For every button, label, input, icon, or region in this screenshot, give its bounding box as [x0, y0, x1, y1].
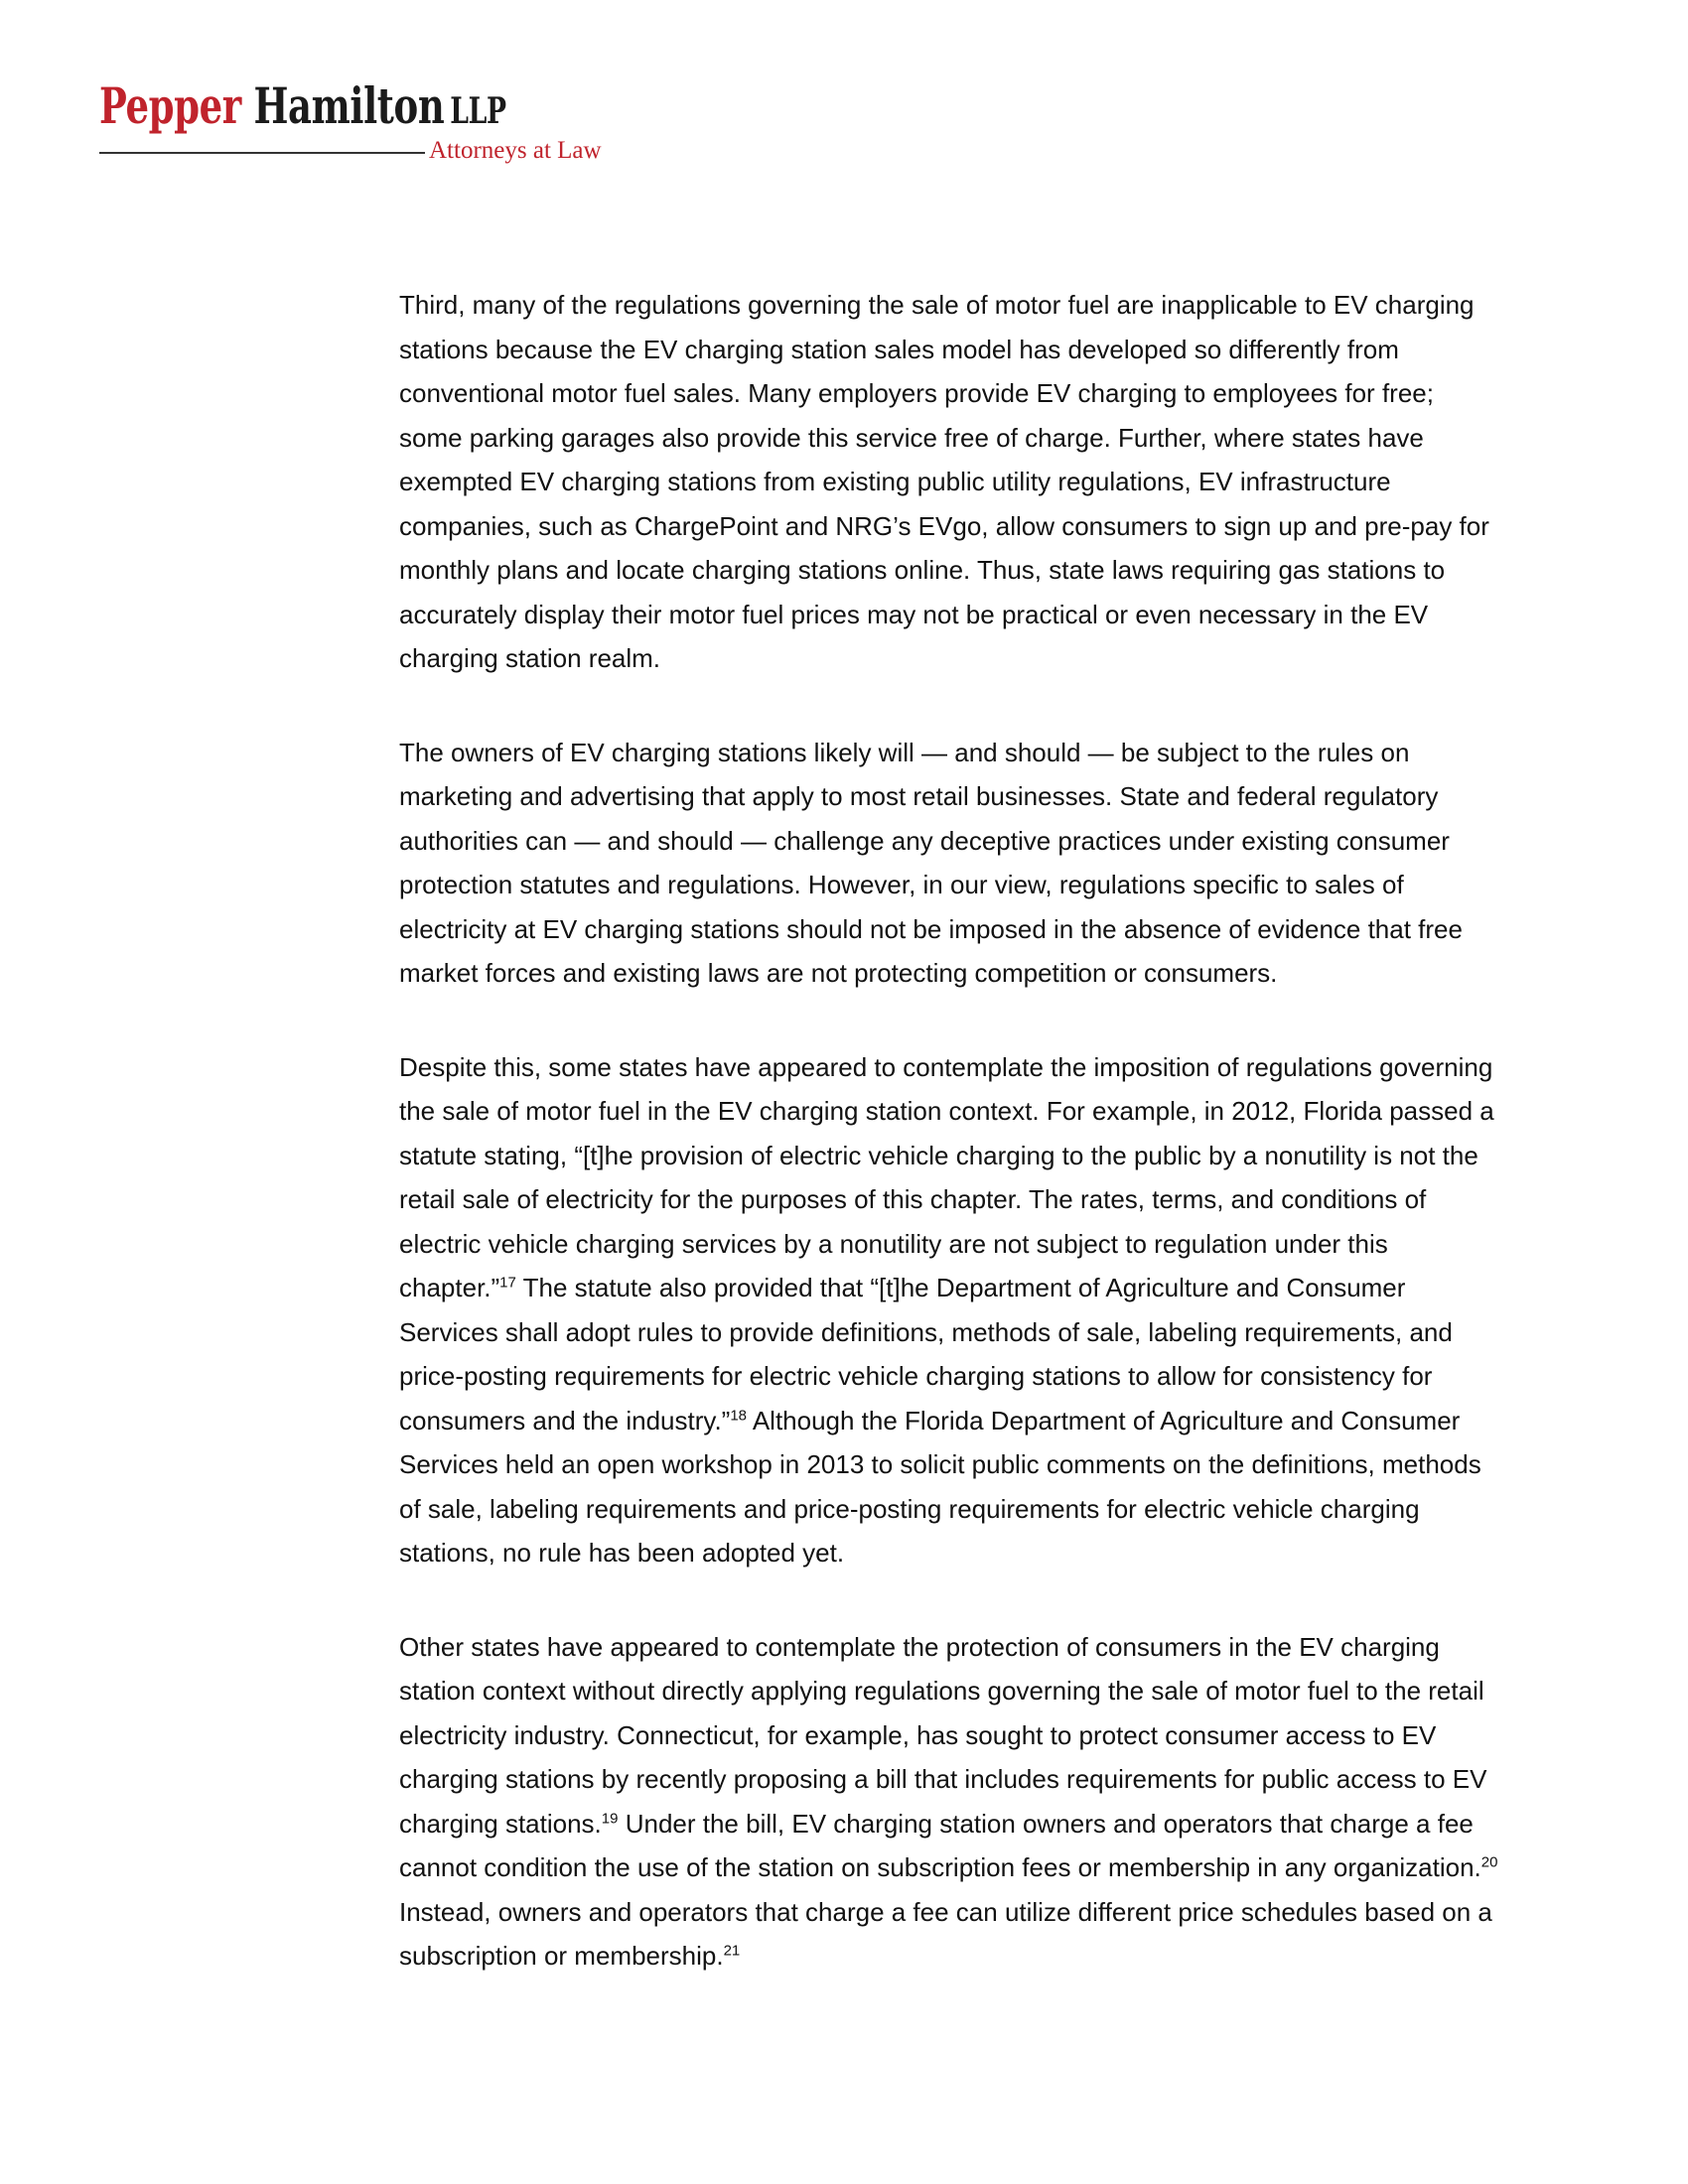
- paragraph-3-text-b: The statute also provided that “[t]he Department of Agriculture and Consumer Services shall adopt rules to provide definitions, methods of sale, labeling requirements, and price-posting requirements for electric vehicle charging stations to allow for consistency for consumers and the industry.”: [399, 1273, 1453, 1435]
- paragraph-4: [399, 1625, 1501, 1979]
- logo-hamilton: Hamilton: [253, 76, 445, 135]
- paragraph-3: [399, 1045, 1501, 1575]
- paragraph-1: Third, many of the regulations governing the sale of motor fuel are inapplicable to EV charging stations because the EV charging station sales model has developed so differently from conventional motor fuel sales. Many employers provide EV charging to employees for free; some parking garages also provide this service free of charge. Further, where states have exempted EV charging stations from existing public utility regulations, EV infrastructure companies, such as ChargePoint and NRG’s EVgo, allow consumers to sign up and pre-pay for monthly plans and locate charging stations online. Thus, state laws requiring gas stations to accurately display their motor fuel prices may not be practical or even necessary in the EV charging station realm.: [399, 290, 1489, 673]
- paragraph-3-text-c: Although the Florida Department of Agriculture and Consumer Services held an open workshop in 2013 to solicit public comments on the definitions, methods of sale, labeling requirements and price-posting requirements for electric vehicle charging stations, no rule has been adopted yet.: [399, 1405, 1481, 1568]
- logo-tagline: Attorneys at Law: [429, 137, 602, 164]
- footnote-ref-20: 20: [1480, 1853, 1498, 1871]
- footnote-ref-18: 18: [730, 1406, 748, 1424]
- logo-llp: LLP: [450, 90, 506, 132]
- document-body: [399, 283, 1501, 2028]
- logo-rule: [99, 152, 425, 154]
- footnote-ref-19: 19: [601, 1809, 619, 1827]
- paragraph-4-text-c: Instead, owners and operators that charge a fee can utilize different price schedules based on a subscription or membership.: [399, 1896, 1492, 1971]
- logo-wordmark: [99, 75, 506, 137]
- paragraph-4-text-b: Under the bill, EV charging station owners and operators that charge a fee cannot condition the use of the station on subscription fees or membership in any organization.: [399, 1808, 1481, 1882]
- paragraph-4-text-a: Other states have appeared to contemplate the protection of consumers in the EV charging station context without directly applying regulations governing the sale of motor fuel to the retail electricity industry. Connecticut, for example, has sought to protect consumer access to EV charging stations by recently proposing a bill that includes requirements for public access to EV charging stations.: [399, 1631, 1487, 1839]
- footnote-ref-21: 21: [723, 1942, 741, 1960]
- logo-pepper: Pepper: [99, 76, 241, 135]
- firm-logo: [99, 75, 616, 171]
- paragraph-3-text-a: Despite this, some states have appeared to contemplate the imposition of regulations governing the sale of motor fuel in the EV charging station context. For example, in 2012, Florida passed a statute stating, “[t]he provision of electric vehicle charging to the public by a nonutility is not the retail sale of electricity for the purposes of this chapter. The rates, terms, and conditions of electric vehicle charging services by a nonutility are not subject to regulation under this chapter.”: [399, 1051, 1494, 1302]
- footnote-ref-17: 17: [499, 1274, 516, 1292]
- paragraph-2: The owners of EV charging stations likely will — and should — be subject to the rules on marketing and advertising that apply to most retail businesses. State and federal regulatory authorities can — and should — challenge any deceptive practices under existing consumer protection statutes and regulations. However, in our view, regulations specific to sales of electricity at EV charging stations should not be imposed in the absence of evidence that free market forces and existing laws are not protecting competition or consumers.: [399, 737, 1463, 988]
